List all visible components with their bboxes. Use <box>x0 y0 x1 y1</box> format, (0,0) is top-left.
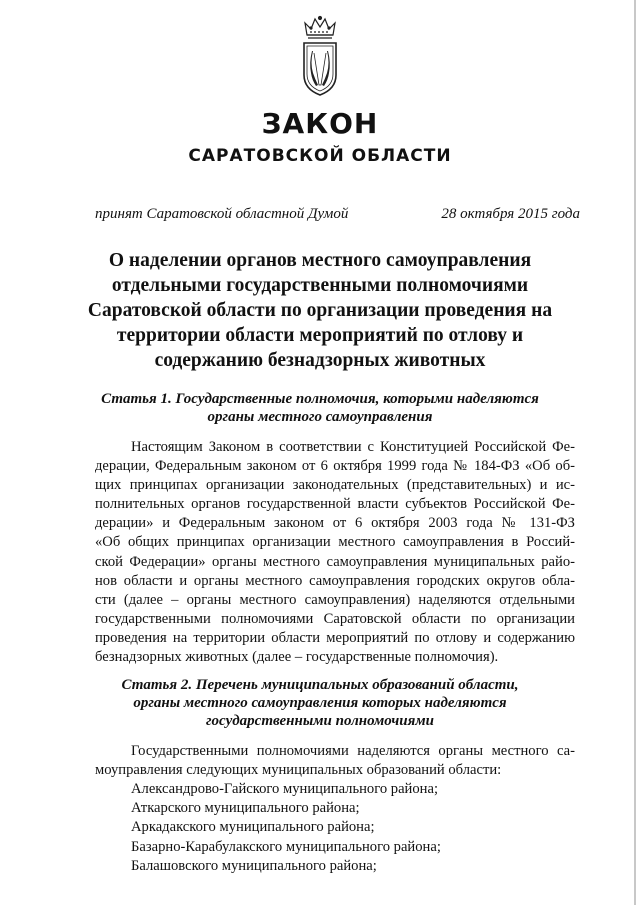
article-2-heading <box>80 676 560 730</box>
list-item: Александрово-Гайского муниципального района; <box>131 781 439 797</box>
text-line: дерации, Федеральным законом от 6 октября 1999 года № 184-ФЗ «Об об- <box>95 458 575 475</box>
list-item: Базарно-Карабулакского муниципального района; <box>131 838 441 855</box>
law-subtitle: САРАТОВСКОЙ ОБЛАСТИ <box>188 146 452 166</box>
article-heading-line: государственными полномочиями <box>206 713 434 729</box>
document-title-line: территории области мероприятий по отлову и <box>116 325 524 346</box>
document-title-line: О наделении органов местного самоуправления <box>108 250 532 271</box>
adopted-by: принят Саратовской областной Думой <box>95 206 349 222</box>
document-title <box>60 248 580 373</box>
article-heading-line: органы местного самоуправления <box>207 409 433 425</box>
article-1-heading <box>80 390 560 426</box>
article-1-text <box>95 438 575 667</box>
text-line: Государственными полномочиями наделяются органы местного са- <box>131 743 575 759</box>
text-line: дерации» и Федеральным законом от 6 октября 2003 года № 131-ФЗ <box>95 515 575 532</box>
text-line: щих принципах организации законодательных (представительных) и ис- <box>95 477 575 494</box>
article-2-text <box>95 742 575 780</box>
saratov-coat-of-arms-icon <box>299 15 341 97</box>
list-item: Аркадакского муниципального района; <box>131 819 375 836</box>
article-heading-line: Статья 2. Перечень муниципальных образований области, <box>121 677 519 693</box>
law-title: ЗАКОН <box>261 107 379 140</box>
text-line: полнительных органов государственной власти субъектов Российской Фе- <box>95 496 575 513</box>
text-line: ской Федерации» органы местного самоуправления муниципальных райо- <box>95 553 575 570</box>
text-line: сти (далее – органы местного самоуправления) наделяются отдельными <box>95 591 575 608</box>
document-title-line: содержанию безнадзорных животных <box>154 350 486 371</box>
list-item: Аткарского муниципального района; <box>131 800 360 817</box>
article-heading-line: Статья 1. Государственные полномочия, которыми наделяются <box>101 391 539 407</box>
adopted-date: 28 октября 2015 года <box>441 206 580 222</box>
text-line: проведения на территории области мероприятий по отлову и содержанию <box>95 629 575 646</box>
municipality-list <box>131 780 581 876</box>
text-line: безнадзорных животных (далее – государственные полномочия). <box>95 649 499 666</box>
text-line: государственными полномочиями Саратовской области по организации <box>95 610 575 627</box>
document-title-line: Саратовской области по организации проведения на <box>87 300 553 321</box>
text-line: «Об общих принципах организации местного самоуправления в Россий- <box>95 534 575 551</box>
text-line: Настоящим Законом в соответствии с Конституцией Российской Фе- <box>131 439 575 455</box>
list-item: Балашовского муниципального района; <box>131 857 377 874</box>
document-title-line: отдельными государственными полномочиями <box>111 275 529 296</box>
text-line: моуправления следующих муниципальных образований области: <box>95 762 502 779</box>
article-heading-line: органы местного самоуправления которых наделяются <box>133 695 507 711</box>
text-line: нов области и органы местного самоуправления городских округов обла- <box>95 572 575 589</box>
